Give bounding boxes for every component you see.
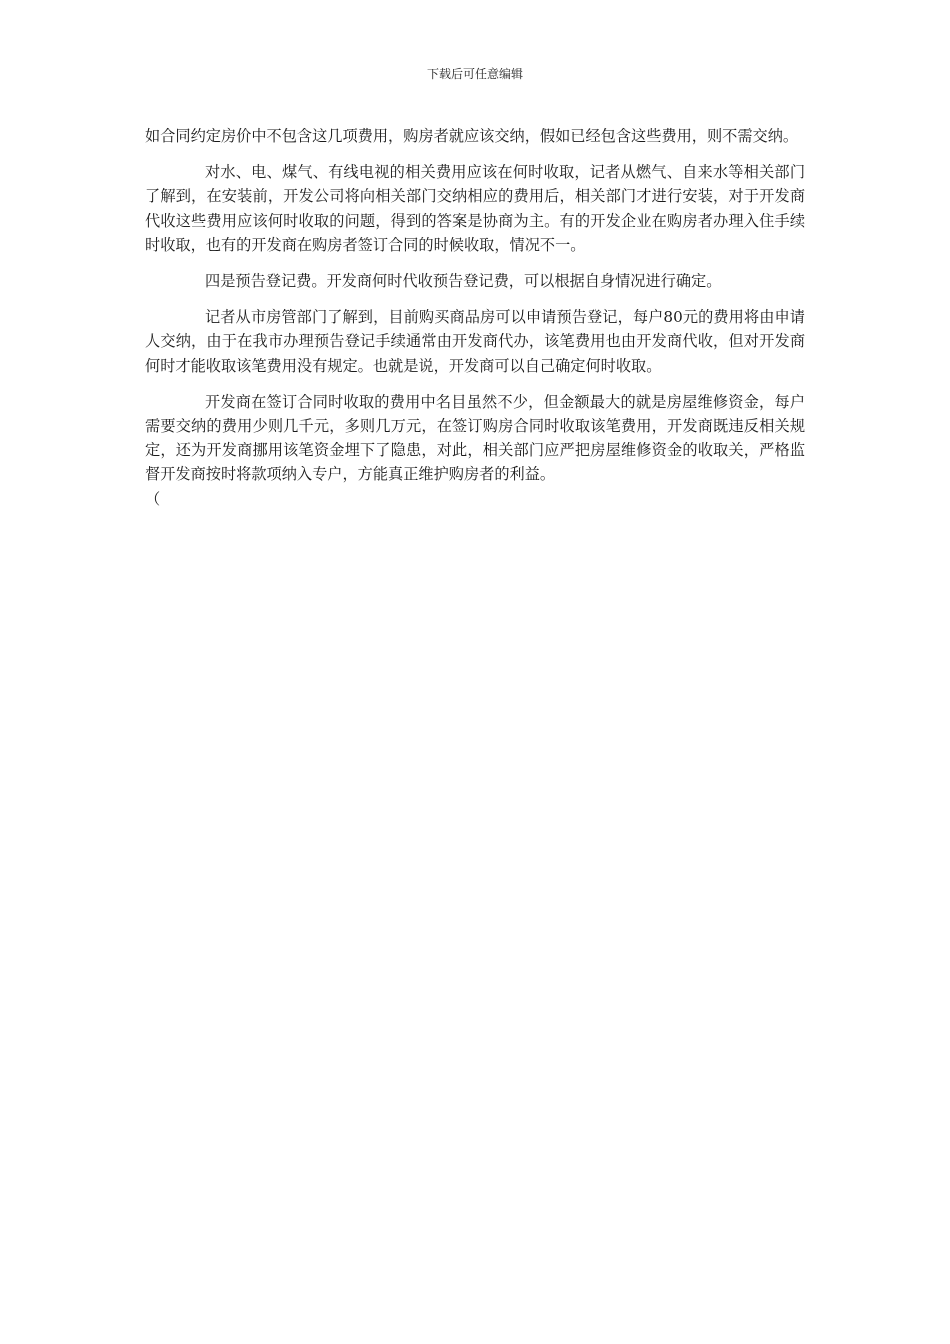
paragraph-5: 开发商在签订合同时收取的费用中名目虽然不少，但金额最大的就是房屋维修资金，每户需要交纳的费用少则几千元，多则几万元，在签订购房合同时收取该笔费用，开发商既违反相关规定，还为开发商挪用该笔资金埋下了隐患，对此，相关部门应严把房屋维修资金的收取关，严格监督开发商按时将款项纳入专户，方能真正维护购房者的利益。 <box>145 392 805 484</box>
paragraph-2: 对水、电、煤气、有线电视的相关费用应该在何时收取，记者从燃气、自来水等相关部门了解到，在安装前，开发公司将向相关部门交纳相应的费用后，相关部门才进行安装，对于开发商代收这些费用应该何时收取的问题，得到的答案是协商为主。有的开发企业在购房者办理入住手续时收取，也有的开发商在购房者签订合同的时候收取，情况不一。 <box>145 163 805 254</box>
page-header: 下载后可任意编辑 <box>426 67 523 81</box>
paragraph-1: 如合同约定房价中不包含这几项费用，购房者就应该交纳，假如已经包含这些费用，则不需交纳。 <box>145 127 799 145</box>
paragraph-3: 四是预告登记费。开发商何时代收预告登记费，可以根据自身情况进行确定。 <box>205 272 722 291</box>
paragraph-6: （ <box>145 489 161 508</box>
paragraph-4: 记者从市房管部门了解到，目前购买商品房可以申请预告登记，每户80元的费用将由申请人交纳，由于在我市办理预告登记手续通常由开发商代办，该笔费用也由开发商代收，但对开发商何时才能收取该笔费用没有规定。也就是说，开发商可以自己确定何时收取。 <box>145 308 805 375</box>
document-body <box>145 124 805 511</box>
